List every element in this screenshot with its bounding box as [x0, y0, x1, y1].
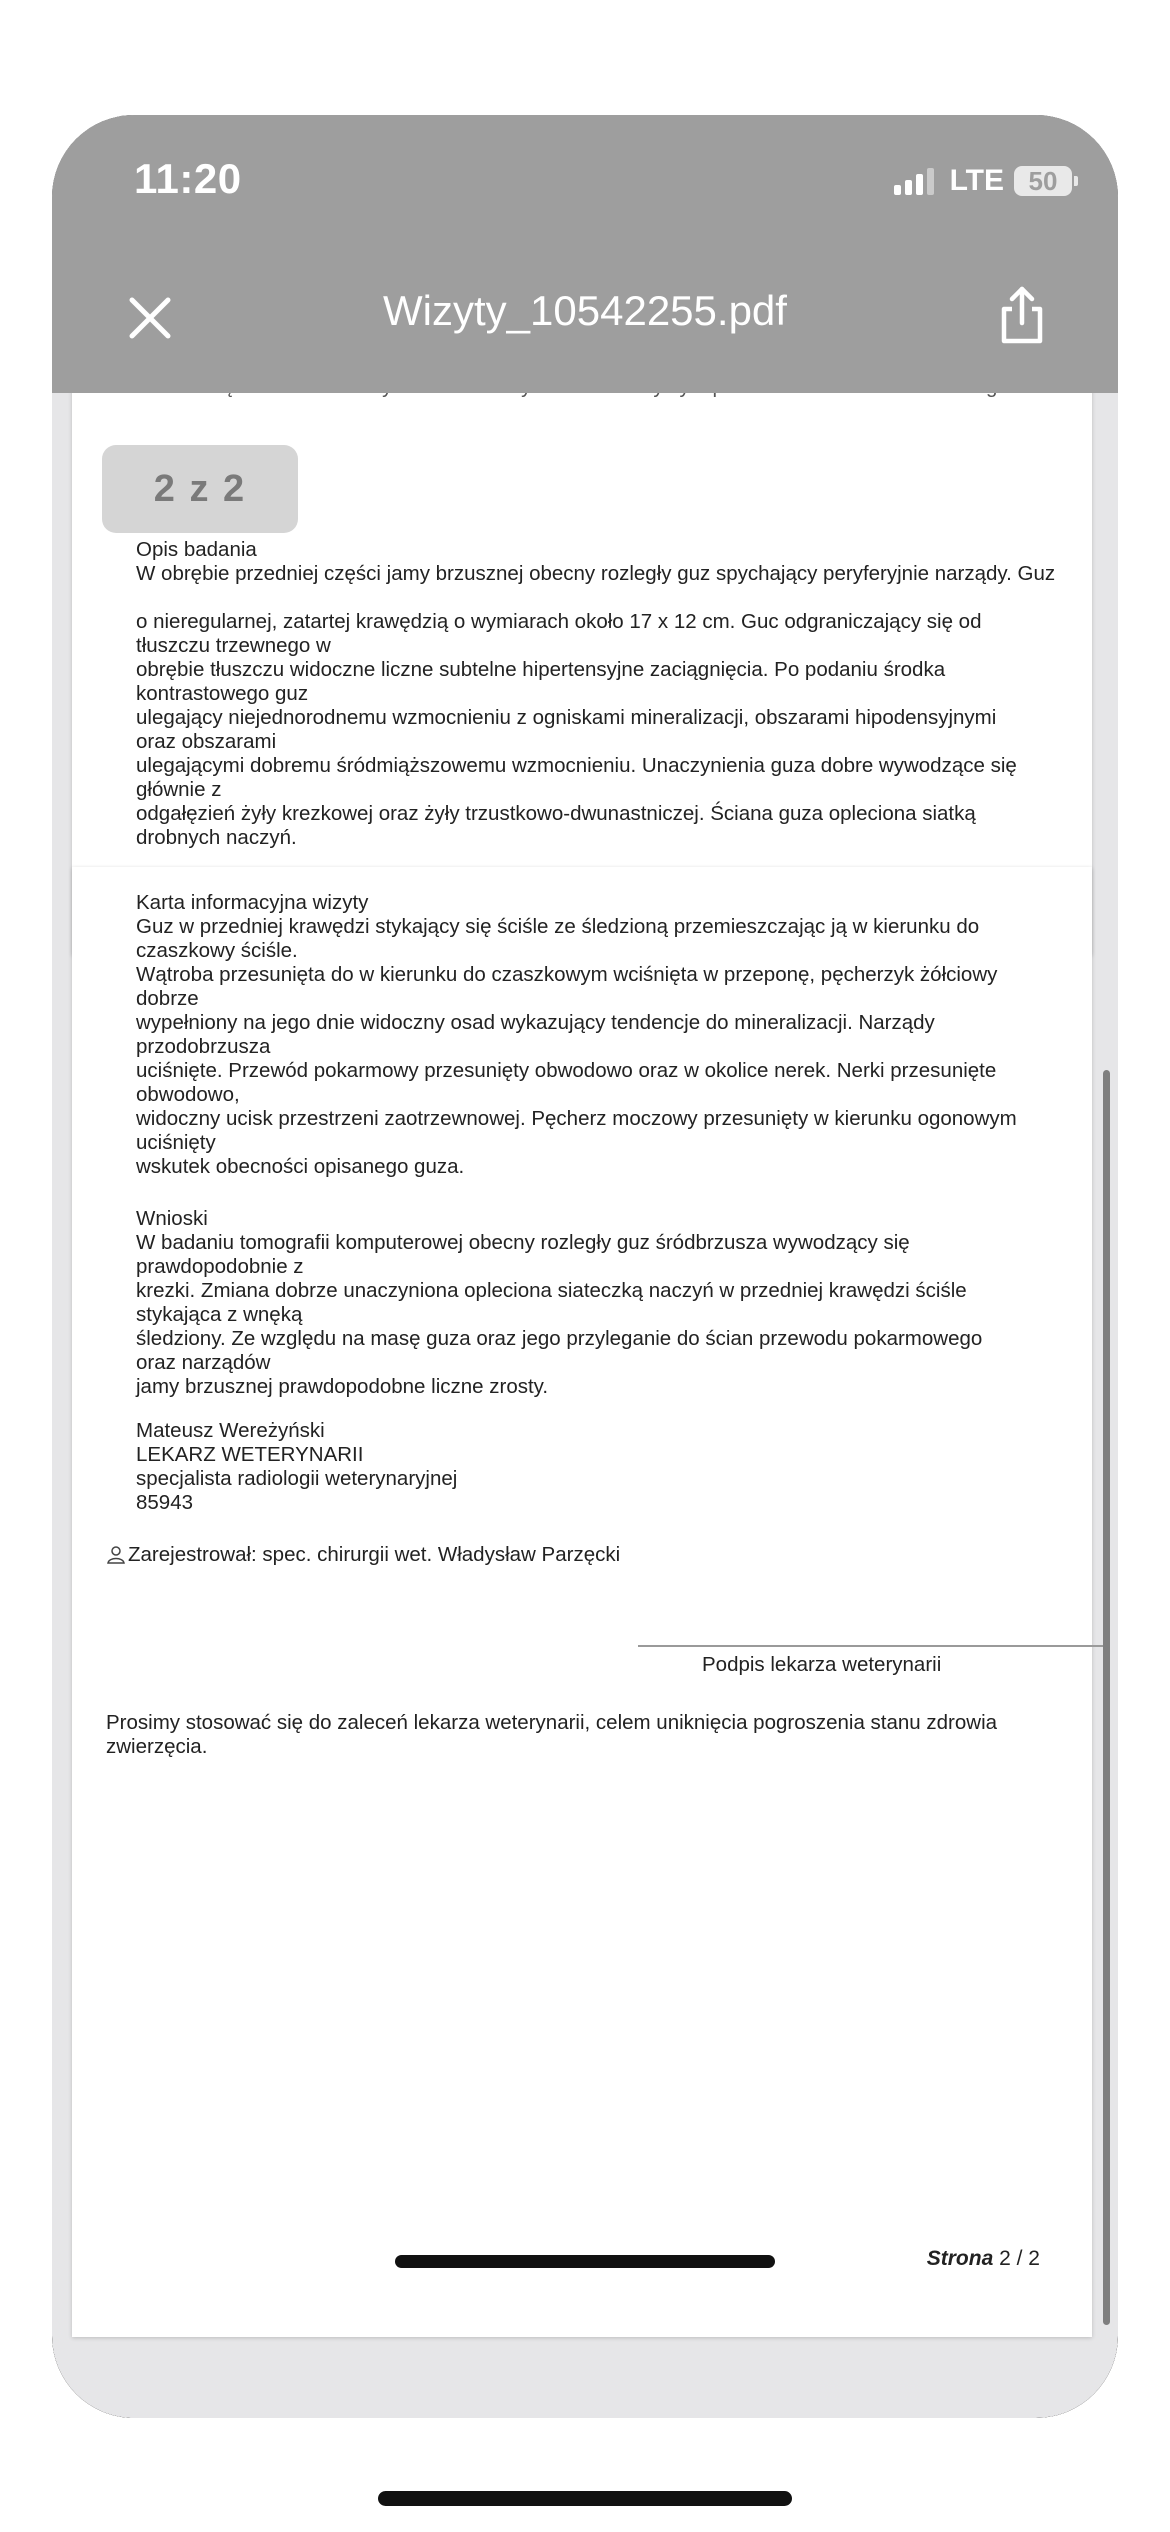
text-line: kontrastowego guz [136, 682, 309, 705]
doctor-specialty: specjalista radiologii weterynaryjnej [136, 1467, 458, 1490]
screen [52, 115, 1118, 2418]
text-line: tłuszczu trzewnego w [136, 634, 331, 657]
top-bar [52, 115, 1118, 393]
page-heading: Karta informacyjna wizyty [136, 891, 369, 914]
text-line: krezki. Zmiana dobrze unaczyniona opleciona siateczką naczyń w przedniej krawędzi ściśle [136, 1279, 967, 1302]
home-indicator[interactable] [395, 2255, 775, 2268]
signature-label: Podpis lekarza weterynarii [702, 1653, 942, 1676]
text-line: uciśnięty [136, 1131, 216, 1154]
doctor-title: LEKARZ WETERYNARII [136, 1443, 364, 1466]
document-title: Wizyty_10542255.pdf [383, 287, 787, 334]
battery-icon: 50 [1014, 166, 1072, 196]
text-line: widoczny ucisk przestrzeni zaotrzewnowej. Pęcherz moczowy przesunięty w kierunku ogonowym [136, 1107, 1017, 1130]
text-line: głównie z [136, 778, 222, 801]
text-line: jamy brzusznej prawdopodobne liczne zrosty. [136, 1375, 549, 1398]
text-line: obrębie tłuszczu widoczne liczne subtelne hipertensyjne zaciągnięcia. Po podaniu środka [136, 658, 946, 681]
doctor-name: Mateusz Wereżyński [136, 1419, 325, 1442]
registered-text: Zarejestrował: spec. chirurgii wet. Władysław Parzęcki [128, 1543, 621, 1566]
outer-home-indicator [378, 2491, 792, 2506]
registered-line [106, 1543, 620, 1567]
text-line: prawdopodobnie z [136, 1255, 304, 1278]
text-line: Guz w przedniej krawędzi stykający się ściśle ze śledzioną przemieszczając ją w kierunku do [136, 915, 980, 938]
text-line: W obrębie przedniej części jamy brzusznej obecny rozległy guz spychający peryferyjnie narządy. Guz [136, 562, 1056, 585]
page-footer [927, 2247, 1040, 2271]
text-line: śledziony. Ze względu na masę guza oraz jego przyleganie do ścian przewodu pokarmowego [136, 1327, 983, 1350]
page1-body [136, 562, 1055, 850]
share-button[interactable] [994, 283, 1050, 347]
text-line: zwierzęcia. [106, 1735, 208, 1758]
findings-body [136, 915, 1017, 1179]
doctor-license: 85943 [136, 1491, 194, 1514]
scrollbar[interactable] [1103, 1070, 1110, 2325]
text-line: obwodowo, [136, 1083, 240, 1106]
footer-label: Strona [926, 2247, 994, 2270]
signature-line [638, 1645, 1106, 1647]
text-line: odgałęzień żyły krezkowej oraz żyły trzustkowo-dwunastniczej. Ściana guza opleciona siatką [136, 802, 976, 825]
text-line: wypełniony na jego dnie widoczny osad wykazujący tendencje do mineralizacji. Narządy [136, 1011, 935, 1034]
text-line: oraz obszarami [136, 730, 277, 753]
text-line: o nieregularnej, zatartej krawędzią o wymiarach około 17 x 12 cm. Guc odgraniczający się od [136, 610, 982, 633]
status-indicators [894, 161, 1072, 201]
text-line: Prosimy stosować się do zaleceń lekarza weterynarii, celem uniknięcia pogroszenia stanu zdrowia [106, 1711, 998, 1734]
text-line: ulegający niejednorodnemu wzmocnieniu z ogniskami mineralizacji, obszarami hipodensyjnymi [136, 706, 997, 729]
person-icon [106, 1545, 126, 1565]
network-label: LTE [949, 164, 1004, 197]
text-line: drobnych naczyń. [136, 826, 297, 849]
text-line: Wątroba przesunięta do w kierunku do czaszkowym wciśnięta w przeponę, pęcherzyk żółciowy [136, 963, 998, 986]
pdf-page-2 [72, 867, 1092, 2337]
text-line: uciśnięte. Przewód pokarmowy przesunięty obwodowo oraz w okolice nerek. Nerki przesunięte [136, 1059, 997, 1082]
footer-page: 2 [999, 2247, 1011, 2270]
pdf-page-1 [72, 295, 1092, 955]
status-time: 11:20 [134, 155, 242, 202]
text-line: oraz narządów [136, 1351, 271, 1374]
text-line: czaszkowy ściśle. [136, 939, 298, 962]
signal-icon [894, 167, 934, 195]
conclusions-title: Wnioski [136, 1207, 208, 1230]
text-line: wskutek obecności opisanego guza. [136, 1155, 465, 1178]
text-line: W badaniu tomografii komputerowej obecny rozległy guz śródbrzusza wywodzący się [136, 1231, 910, 1254]
text-line: dobrze [136, 987, 199, 1010]
doctor-signature [136, 1419, 457, 1515]
page-indicator: 2 z 2 [102, 445, 298, 533]
text-line: ulegającymi dobremu śródmiąższowemu wzmocnieniu. Unaczynienia guza dobre wywodzące się [136, 754, 1017, 777]
notice [106, 1711, 997, 1759]
section-title: Opis badania [136, 538, 257, 561]
conclusions [136, 1207, 982, 1399]
footer-total: / 2 [1016, 2247, 1040, 2270]
phone-frame [52, 115, 1118, 2418]
text-line: stykająca z wnęką [136, 1303, 303, 1326]
text-line: przodobrzusza [136, 1035, 271, 1058]
share-icon [994, 283, 1050, 347]
